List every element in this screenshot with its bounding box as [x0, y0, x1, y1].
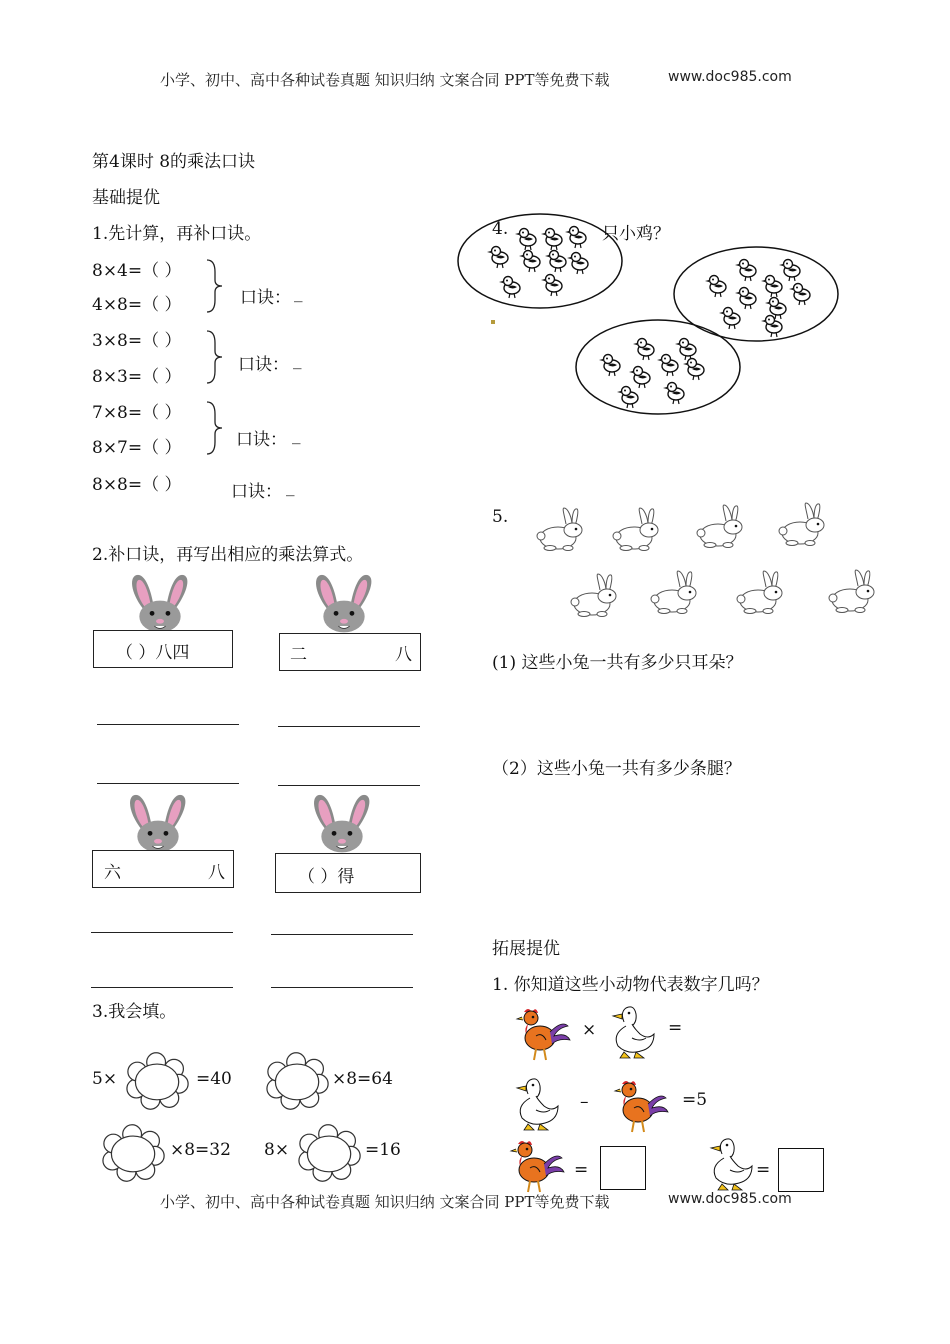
- ext-eq-a: =: [574, 1160, 589, 1180]
- q2-answer-line-6[interactable]: [271, 934, 413, 935]
- q1-row-1: 8×4=（ ）: [92, 261, 182, 281]
- mnemonic-label-1: 口诀：: [240, 288, 291, 308]
- q3-item-3-after: ×8=32: [170, 1140, 231, 1160]
- q3-item-1-before: 5×: [92, 1069, 118, 1089]
- flower-blank-3[interactable]: [102, 1122, 166, 1184]
- ext-times: ×: [582, 1020, 597, 1040]
- q3-title: 3.我会填。: [92, 1002, 177, 1022]
- q5-sub2: （2）这些小兔一共有多少条腿？: [492, 759, 741, 779]
- answer-box-duck[interactable]: [778, 1148, 824, 1192]
- bunny-head-4: [302, 792, 382, 854]
- header-url: www.doc985.com: [668, 69, 792, 85]
- q1-title: 1.先计算，再补口诀。: [92, 224, 262, 244]
- q5-title: 5.: [492, 507, 509, 527]
- rooster-icon-2: [612, 1078, 672, 1134]
- flower-blank-2[interactable]: [266, 1050, 330, 1112]
- lesson-title: 第4课时 8的乘法口诀: [92, 152, 256, 172]
- bunny-card-2-right: 八: [395, 645, 412, 665]
- q3-item-4-before: 8×: [264, 1140, 290, 1160]
- section-basic-title: 基础提优: [92, 188, 160, 208]
- duck-icon-3: [702, 1136, 758, 1192]
- rabbit-1: [536, 508, 588, 554]
- mnemonic-blank-1: _: [294, 283, 303, 303]
- q1-row-2: 4×8=（ ）: [92, 295, 182, 315]
- q1-row-7: 8×8=（ ）: [92, 475, 182, 495]
- rooster-icon-1: [514, 1006, 574, 1062]
- rooster-icon-3: [508, 1138, 568, 1194]
- q2-title: 2.补口诀，再写出相应的乘法算式。: [92, 545, 364, 565]
- q1-row-3: 3×8=（ ）: [92, 331, 182, 351]
- footer-url: www.doc985.com: [668, 1191, 792, 1207]
- q3-item-4-after: =16: [365, 1140, 401, 1160]
- mnemonic-blank-2: _: [293, 350, 302, 370]
- chick-group-3: [574, 318, 742, 416]
- bunny-head-2: [304, 572, 384, 634]
- mnemonic-blank-3: _: [292, 425, 301, 445]
- q2-answer-line-8[interactable]: [271, 987, 413, 988]
- q2-answer-line-2[interactable]: [278, 726, 420, 727]
- q5-sub1: (1) 这些小兔一共有多少只耳朵？: [492, 653, 743, 673]
- ext1-title: 1. 你知道这些小动物代表数字几吗？: [492, 975, 769, 995]
- mnemonic-label-3: 口诀：: [236, 430, 287, 450]
- ext-eq5: =5: [682, 1090, 708, 1110]
- bunny-card-3-left: 六: [104, 863, 121, 883]
- answer-box-rooster[interactable]: [600, 1146, 646, 1190]
- bunny-card-3-right: 八: [208, 863, 225, 883]
- rabbit-6: [650, 571, 702, 617]
- stray-dot: [491, 320, 495, 324]
- mnemonic-label-2: 口诀：: [238, 355, 289, 375]
- q2-answer-line-3[interactable]: [97, 783, 239, 784]
- bunny-card-1-text: （ ）八四: [116, 643, 190, 663]
- rabbit-7: [736, 571, 788, 617]
- duck-icon-1: [604, 1004, 660, 1060]
- header-text: 小学、初中、高中各种试卷真题 知识归纳 文案合同 PPT等免费下载: [160, 71, 610, 89]
- brace-3: [205, 400, 225, 456]
- ext-eq-1: =: [668, 1018, 683, 1038]
- rabbit-5: [570, 574, 622, 620]
- brace-1: [205, 258, 225, 314]
- footer-text: 小学、初中、高中各种试卷真题 知识归纳 文案合同 PPT等免费下载: [160, 1193, 610, 1211]
- chick-group-1: [456, 212, 624, 310]
- rabbit-8: [828, 570, 880, 616]
- section-ext-title: 拓展提优: [492, 939, 560, 959]
- q3-item-2-after: ×8=64: [332, 1069, 393, 1089]
- q2-answer-line-4[interactable]: [278, 785, 420, 786]
- duck-icon-2: [508, 1076, 564, 1132]
- rabbit-4: [778, 503, 830, 549]
- q2-answer-line-1[interactable]: [97, 724, 239, 725]
- bunny-head-3: [118, 792, 198, 854]
- rabbit-2: [612, 508, 664, 554]
- bunny-head-1: [120, 572, 200, 634]
- rabbit-3: [696, 505, 748, 551]
- bunny-card-2-left: 二: [290, 645, 307, 665]
- q1-row-5: 7×8=（ ）: [92, 403, 182, 423]
- mnemonic-label-4: 口诀：: [231, 482, 282, 502]
- q1-row-4: 8×3=（ ）: [92, 367, 182, 387]
- q1-row-6: 8×7=（ ）: [92, 438, 182, 458]
- q3-item-1-after: =40: [196, 1069, 232, 1089]
- mnemonic-blank-4: _: [286, 477, 295, 497]
- flower-blank-4[interactable]: [298, 1122, 362, 1184]
- ext-eq-b: =: [756, 1160, 771, 1180]
- ext-minus: –: [580, 1092, 589, 1112]
- q2-answer-line-5[interactable]: [91, 932, 233, 933]
- q2-answer-line-7[interactable]: [91, 987, 233, 988]
- bunny-card-4-text: （ ）得: [298, 867, 355, 887]
- flower-blank-1[interactable]: [126, 1050, 190, 1112]
- q4-suffix: 只小鸡？: [602, 224, 670, 244]
- brace-2: [205, 329, 225, 385]
- q4-prefix: 4.: [492, 219, 509, 239]
